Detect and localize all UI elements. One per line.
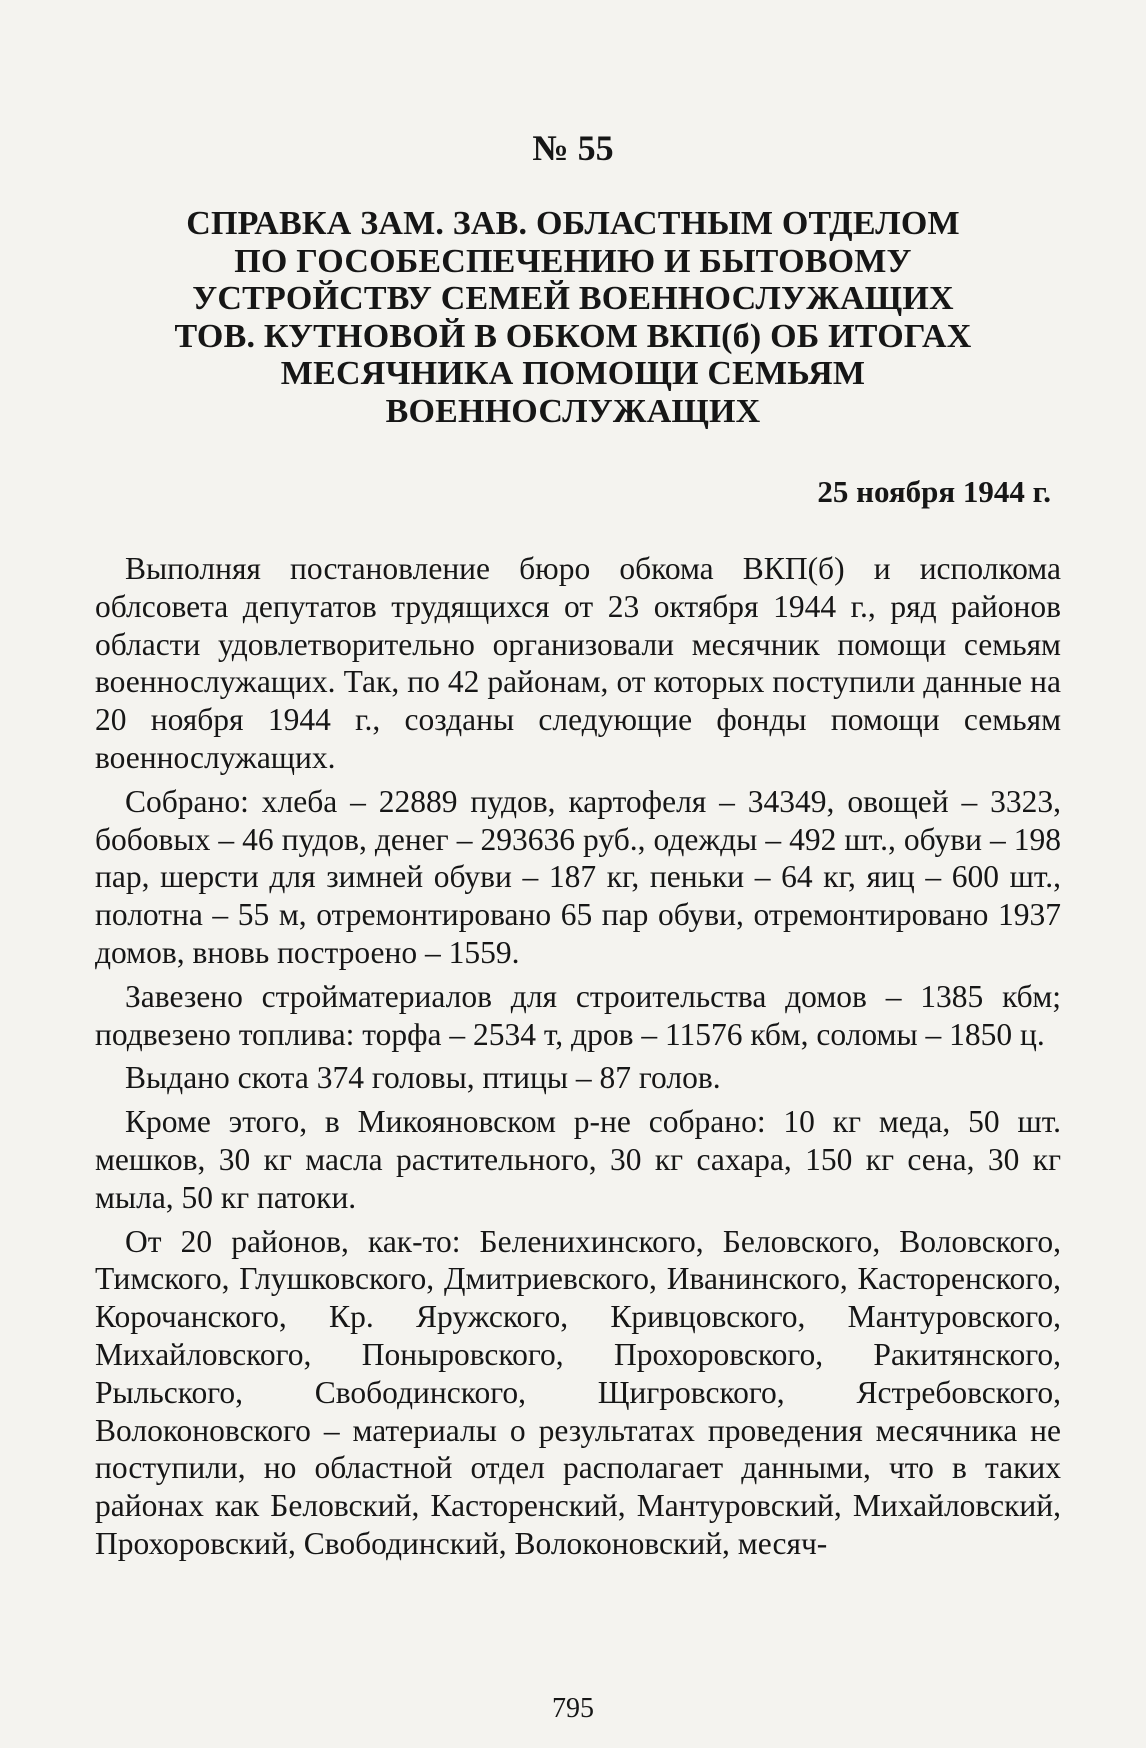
- document-number: № 55: [532, 128, 614, 168]
- paragraph: Собрано: хлеба – 22889 пудов, картофеля – 34349, овощей – 3323, бобовых – 46 пудов, денег – 293636 руб., одежды – 492 шт., обуви – 198 пар, шерсти для зимней обуви – 187 кг, пеньки – 64 кг, яиц – 600 шт., полотна – 55 м, отремонтировано 65 пар обуви, отремонтировано 1937 домов, вновь построено – 1559.: [95, 783, 1061, 970]
- title-line: УСТРОЙСТВУ СЕМЕЙ ВОЕННОСЛУЖАЩИХ: [192, 280, 954, 318]
- paragraph: Выполняя постановление бюро обкома ВКП(б) и исполкома облсовета депутатов трудящихся от 23 октября 1944 г., ряд районов области удовлетворительно организовали месячник помощи семьям военнослужащих. Так, по 42 районам, от которых поступили данные на 20 ноября 1944 г., созданы следующие фонды помощи семьям военнослужащих.: [95, 551, 1061, 775]
- paragraph: От 20 районов, как-то: Беленихинского, Беловского, Воловского, Тимского, Глушковского, Дмитриевского, Иванинского, Касторенского, Корочанского, Кр. Яружского, Кривцовского, Мантуровского, Михайловского, Поныровского, Прохоровского, Ракитянского, Рыльского, Свободинского, Щигровского, Ястребовского, Волоконовского – материалы о результатах проведения месячника не поступили, но областной отдел располагает данными, что в таких районах как Беловский, Касторенский, Мантуровский, Михайловский, Прохоровский, Свободинский, Волоконовский, месяч-: [95, 1223, 1061, 1561]
- document-date: 25 ноября 1944 г.: [817, 474, 1051, 509]
- page-number: 795: [552, 1693, 594, 1724]
- document-title: [150, 205, 996, 431]
- title-line: МЕСЯЧНИКА ПОМОЩИ СЕМЬЯМ: [280, 355, 866, 393]
- title-line: СПРАВКА ЗАМ. ЗАВ. ОБЛАСТНЫМ ОТДЕЛОМ: [186, 205, 960, 242]
- title-line: ПО ГОСОБЕСПЕЧЕНИЮ И БЫТОВОМУ: [234, 242, 912, 280]
- title-line: ТОВ. КУТНОВОЙ В ОБКОМ ВКП(б) ОБ ИТОГАХ: [174, 317, 972, 355]
- document-body: [95, 550, 1061, 1569]
- title-line: ВОЕННОСЛУЖАЩИХ: [385, 392, 761, 430]
- paragraph: Кроме этого, в Микояновском р-не собрано: 10 кг меда, 50 шт. мешков, 30 кг масла растительного, 30 кг сахара, 150 кг сена, 30 кг мыла, 50 кг патоки.: [95, 1104, 1061, 1215]
- paragraph: Выдано скота 374 головы, птицы – 87 голов.: [125, 1060, 721, 1096]
- paragraph: Завезено стройматериалов для строительства домов – 1385 кбм; подвезено топлива: торфа – 2534 т, дров – 11576 кбм, соломы – 1850 ц.: [95, 978, 1061, 1052]
